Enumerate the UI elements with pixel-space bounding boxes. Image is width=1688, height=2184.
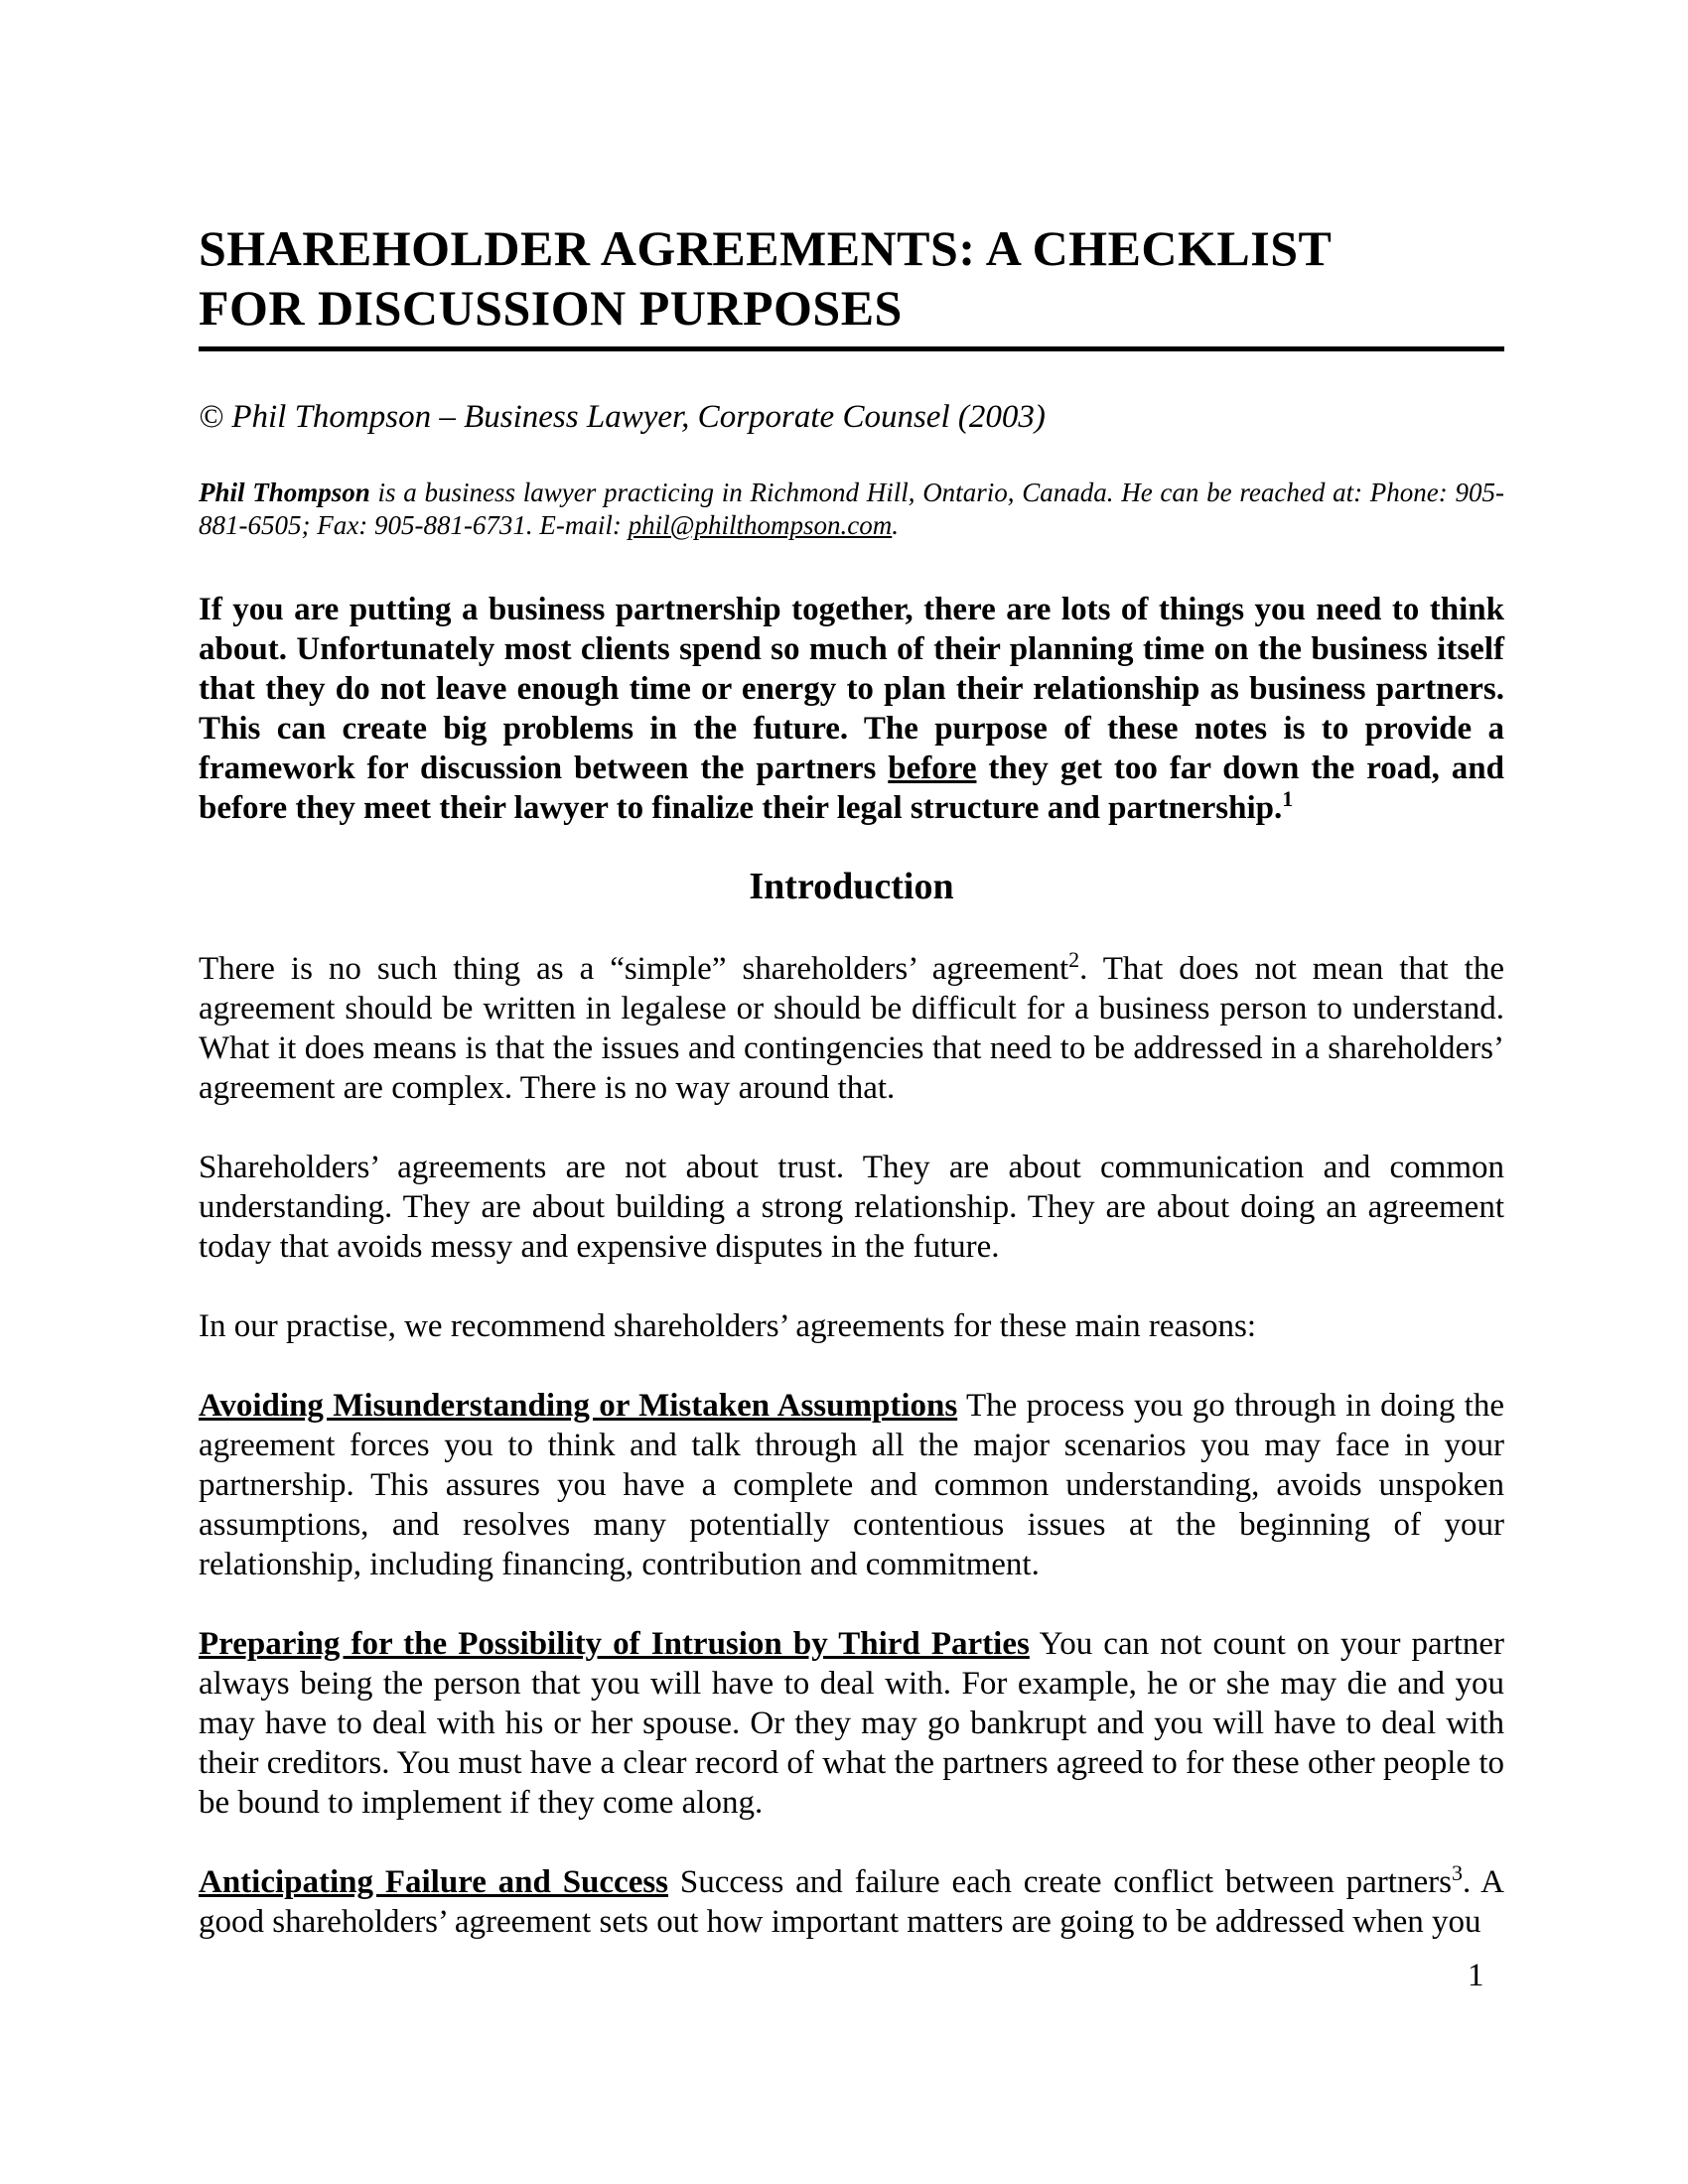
reason-heading-third-parties: Preparing for the Possibility of Intrusion by Third Parties (199, 1626, 1030, 1662)
intro-heading: Introduction (749, 866, 954, 907)
reason-body-failure-success: Success and failure each create conflict between partners (668, 1864, 1452, 1900)
reason-heading-avoiding-misunderstanding: Avoiding Misunderstanding or Mistaken Assumptions (199, 1388, 958, 1424)
author-note-period: . (892, 510, 900, 540)
reason-body2-failure-success: . A good shareholders’ agreement sets out how important matters are going to be addressed when you (199, 1864, 1505, 1940)
footnote-ref-3: 3 (1451, 1860, 1463, 1885)
intro-paragraph-1-part1: There is no such thing as a “simple” shareholders’ agreement (199, 951, 1069, 987)
reason-heading-failure-success: Anticipating Failure and Success (199, 1864, 669, 1900)
reason-paragraph-avoiding-misunderstanding (199, 1386, 1504, 1584)
copyright-line: © Phil Thompson – Business Lawyer, Corporate Counsel (2003) (199, 399, 1046, 435)
intro-paragraph-1 (199, 949, 1504, 1108)
lead-underlined-word: before (888, 751, 977, 786)
footnote-ref-2: 2 (1068, 947, 1080, 972)
footnote-ref-1: 1 (1282, 786, 1294, 811)
author-note-text: is a business lawyer practicing in Richmond Hill, Ontario, Canada. He can be reached at: Phone: 905-881-6505; Fax: 905-881-6731. E-mail: (199, 478, 1505, 540)
reason-body-avoiding-misunderstanding: The process you go through in doing the agreement forces you to think and talk through all the major scenarios you may face in your partnership. This assures you have a complete and common understanding, avoids unspoken assumptions, and resolves many potentially contentious issues at the beginning of your relationship, including financing, contribution and commitment. (199, 1388, 1504, 1582)
author-note (199, 477, 1504, 542)
email-link[interactable]: phil@philthompson.com (628, 510, 893, 540)
title-line-2: FOR DISCUSSION PURPOSES (199, 280, 903, 336)
lead-paragraph-part2: they get too far down the road, and before they meet their lawyer to finalize their legal structure and partnership. (199, 751, 1505, 826)
intro-paragraph-1-part2: . That does not mean that the agreement should be written in legalese or should be difficult for a business person to understand. What it does means is that the issues and contingencies that need to be addressed in a shareholders’ agreement are complex. There is no way around that. (199, 951, 1504, 1106)
title-rule (199, 346, 1504, 351)
lead-paragraph (199, 590, 1504, 828)
document-title (199, 218, 1504, 338)
intro-paragraph-3: In our practise, we recommend shareholders’ agreements for these main reasons: (199, 1308, 1257, 1344)
intro-paragraph-2: Shareholders’ agreements are not about trust. They are about communication and common understanding. They are about building a strong relationship. They are about doing an agreement today that avoids messy and expensive disputes in the future. (199, 1150, 1504, 1265)
reason-body-third-parties: You can not count on your partner always being the person that you will have to deal with. For example, he or she may die and you may have to deal with his or her spouse. Or they may go bankrupt and you will have to deal with their creditors. You must have a clear record of what the partners agreed to for these other people to be bound to implement if they come along. (199, 1626, 1504, 1821)
reason-paragraph-third-parties (199, 1624, 1504, 1823)
reason-paragraph-failure-success (199, 1862, 1504, 1942)
lead-paragraph-part1: If you are putting a business partnership together, there are lots of things you need to think about. Unfortunately most clients spend so much of their planning time on the business itself that they do not leave enough time or energy to plan their relationship as business partners. This can create big problems in the future. The purpose of these notes is to provide a framework for discussion between the partners (199, 592, 1504, 786)
document-content (199, 0, 1504, 1942)
page-number: 1 (1468, 1958, 1484, 1993)
author-name: Phil Thompson (199, 478, 370, 507)
title-line-1: SHAREHOLDER AGREEMENTS: A CHECKLIST (199, 220, 1333, 276)
